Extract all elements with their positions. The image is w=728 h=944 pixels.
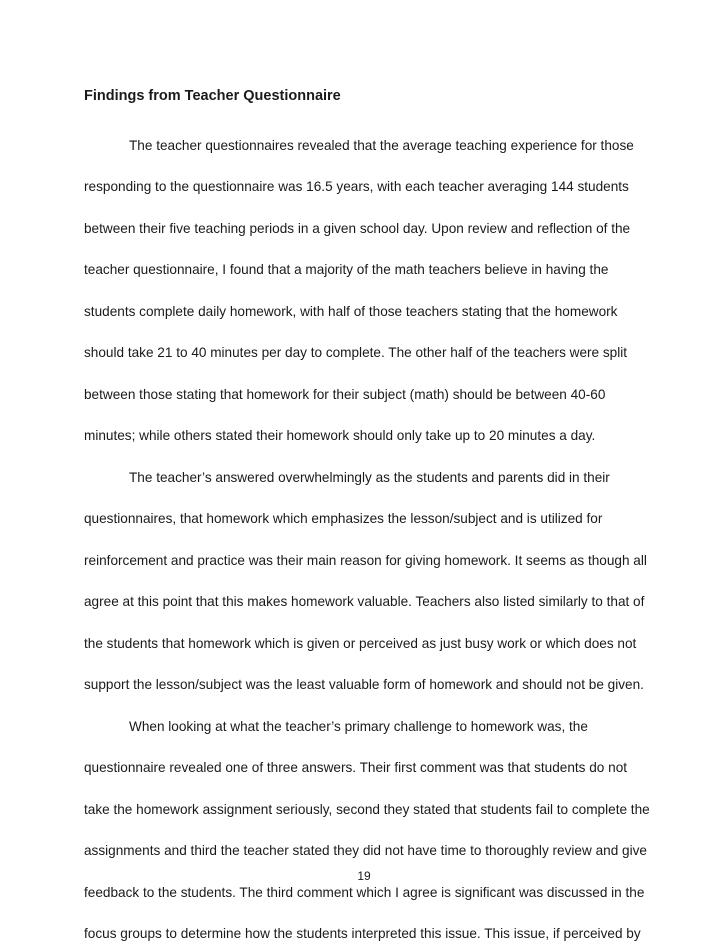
paragraph-3-line-6: focus groups to determine how the students interpreted this issue. This issue, if perceived by [84,926,641,941]
paragraph-1-line-4: teacher questionnaire, I found that a majority of the math teachers believe in having the [84,262,609,277]
paragraph-1-line-6: should take 21 to 40 minutes per day to complete. The other half of the teachers were split [84,345,628,360]
paragraph-1-line-5: students complete daily homework, with half of those teachers stating that the homework [84,304,618,319]
paragraph-1-line-7: between those stating that homework for their subject (math) should be between 40-60 [84,387,606,402]
paragraph-1-line-8: minutes; while others stated their homework should only take up to 20 minutes a day. [84,428,596,443]
paragraph-2-line-1: The teacher’s answered overwhelmingly as the students and parents did in their [129,470,610,485]
paragraph-1-line-1: The teacher questionnaires revealed that the average teaching experience for those [129,138,634,153]
section-heading: Findings from Teacher Questionnaire [84,88,341,104]
paragraph-3-line-5: feedback to the students. The third comment which I agree is significant was discussed in the [84,885,645,900]
paragraph-1-line-2: responding to the questionnaire was 16.5 years, with each teacher averaging 144 students [84,179,629,194]
paragraph-2-line-4: agree at this point that this makes homework valuable. Teachers also listed similarly to that of [84,594,645,609]
paragraph-3-line-1: When looking at what the teacher’s primary challenge to homework was, the [129,719,588,734]
paragraph-2-line-5: the students that homework which is given or perceived as just busy work or which does not [84,636,637,651]
paragraph-2-line-3: reinforcement and practice was their main reason for giving homework. It seems as though all [84,553,647,568]
paragraph-2-line-6: support the lesson/subject was the least valuable form of homework and should not be given. [84,677,644,692]
paragraph-2-line-2: questionnaires, that homework which emphasizes the lesson/subject and is utilized for [84,511,603,526]
page-number: 19 [357,869,371,883]
paragraph-1-line-3: between their five teaching periods in a given school day. Upon review and reflection of the [84,221,631,236]
paragraph-3-line-3: take the homework assignment seriously, second they stated that students fail to complete the [84,802,650,817]
paragraph-3-line-4: assignments and third the teacher stated they did not have time to thoroughly review and give [84,843,647,858]
paragraph-3-line-2: questionnaire revealed one of three answers. Their first comment was that students do not [84,760,628,775]
